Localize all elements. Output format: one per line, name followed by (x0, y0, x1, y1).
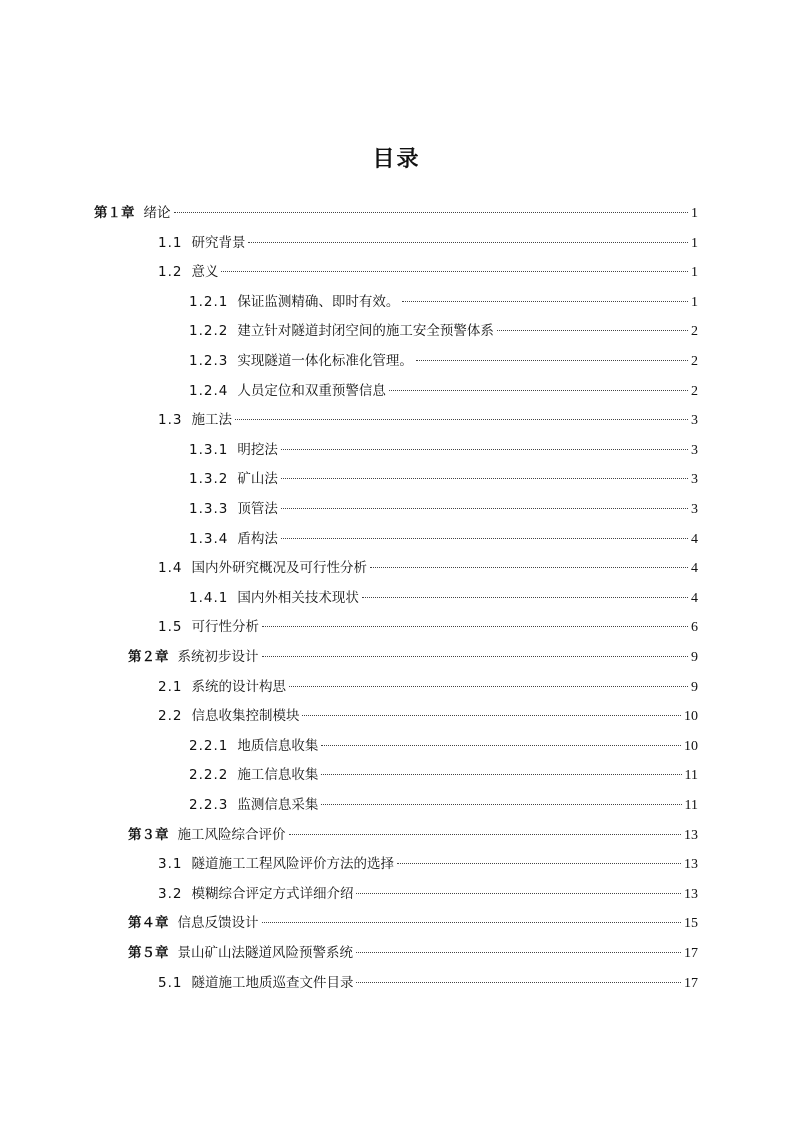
toc-dot-leader (321, 804, 681, 805)
toc-entry[interactable] (189, 316, 698, 346)
toc-entry-page-number: 17 (684, 946, 698, 961)
toc-entry-number: 1.3.3 (189, 501, 229, 517)
toc-entry[interactable] (158, 612, 698, 642)
toc-entry[interactable] (158, 228, 698, 258)
toc-dot-leader (281, 508, 688, 509)
toc-entry-number: 2.2.3 (189, 797, 229, 813)
toc-entry-text: 信息反馈设计 (177, 915, 259, 932)
toc-entry-number: 1.4.1 (189, 589, 229, 606)
toc-entry-number: 2.2.2 (189, 767, 229, 784)
toc-entry-number: 1.2 (158, 264, 183, 281)
toc-entry-text: 模糊综合评定方式详细介绍 (191, 885, 354, 902)
toc-entry[interactable] (158, 672, 698, 702)
toc-entry[interactable] (189, 760, 698, 790)
toc-entry-text: 顶管法 (237, 501, 278, 517)
toc-entry-text: 地质信息收集 (237, 737, 319, 754)
toc-dot-leader (389, 390, 688, 391)
toc-entry[interactable] (158, 405, 698, 435)
toc-entry[interactable] (189, 346, 698, 376)
toc-dot-leader (321, 745, 681, 746)
toc-dot-leader (262, 656, 689, 657)
toc-entry-number: 第２章 (128, 649, 169, 665)
toc-entry-page-number: 2 (691, 354, 698, 369)
toc-entry[interactable] (128, 820, 698, 850)
toc-dot-leader (281, 478, 688, 479)
toc-entry-number: 1.3.1 (189, 441, 229, 458)
toc-entry-text: 系统初步设计 (177, 649, 259, 665)
toc-dot-leader (362, 597, 688, 598)
toc-dot-leader (356, 952, 681, 953)
toc-dot-leader (174, 212, 689, 213)
toc-entry-text: 系统的设计构思 (191, 678, 286, 695)
toc-dot-leader (281, 449, 688, 450)
toc-entry-text: 隧道施工地质巡查文件目录 (191, 974, 354, 991)
toc-entry-page-number: 4 (691, 561, 698, 577)
toc-dot-leader (356, 982, 681, 983)
toc-entry-text: 隧道施工工程风险评价方法的选择 (191, 856, 394, 873)
toc-dot-leader (356, 893, 681, 894)
toc-entry-page-number: 10 (684, 709, 698, 725)
toc-entry-number: 1.2.2 (189, 323, 229, 340)
toc-entry-page-number: 15 (684, 916, 698, 932)
toc-entry-page-number: 13 (684, 886, 698, 902)
toc-entry-number: 第４章 (128, 915, 169, 932)
toc-entry-number: 1.3.4 (189, 530, 229, 547)
toc-dot-leader (221, 271, 688, 272)
toc-entry-text: 人员定位和双重预警信息 (237, 382, 386, 399)
toc-entry[interactable] (158, 849, 698, 879)
toc-dot-leader (235, 419, 688, 420)
toc-entry-number: 3.2 (158, 885, 183, 902)
toc-dot-leader (262, 922, 682, 923)
toc-entry[interactable] (189, 524, 698, 554)
toc-entry[interactable] (128, 908, 698, 938)
toc-entry-number: 2.2 (158, 708, 183, 725)
toc-entry-number: 3.1 (158, 856, 183, 873)
toc-entry-number: 2.2.1 (189, 737, 229, 754)
toc-entry[interactable] (128, 938, 698, 968)
toc-entry-number: 1.3 (158, 412, 183, 429)
toc-entry[interactable] (158, 701, 698, 731)
toc-entry-number: 1.2.3 (189, 353, 229, 369)
toc-entry-page-number: 11 (684, 768, 698, 784)
toc-entry[interactable] (94, 198, 698, 228)
toc-entry-text: 景山矿山法隧道风险预警系统 (177, 945, 353, 961)
toc-entry-number: 1.5 (158, 619, 183, 636)
toc-entry-text: 矿山法 (237, 471, 278, 488)
toc-entry-page-number: 2 (691, 383, 698, 399)
toc-dot-leader (402, 301, 688, 302)
toc-title: 目录 (372, 147, 421, 172)
toc-entry-page-number: 9 (691, 679, 698, 695)
toc-dot-leader (321, 774, 681, 775)
toc-entry-number: 1.4 (158, 560, 183, 577)
toc-entry-page-number: 1 (691, 294, 698, 310)
toc-entry[interactable] (189, 494, 698, 524)
toc-entry[interactable] (189, 435, 698, 465)
toc-entry-text: 施工风险综合评价 (177, 826, 286, 843)
toc-dot-leader (397, 863, 681, 864)
toc-entry-page-number: 1 (691, 206, 698, 221)
toc-dot-leader (248, 242, 688, 243)
toc-entry-text: 国内外相关技术现状 (237, 589, 359, 606)
toc-entry-page-number: 13 (684, 827, 698, 843)
toc-entry-number: 5.1 (158, 974, 183, 991)
toc-dot-leader (416, 360, 688, 361)
toc-entry-number: 第３章 (128, 826, 169, 843)
toc-entry-text: 施工法 (191, 412, 232, 429)
toc-entry-text: 研究背景 (191, 234, 246, 251)
toc-entry-page-number: 3 (691, 472, 698, 488)
toc-entry-page-number: 1 (691, 235, 698, 251)
toc-entry-text: 监测信息采集 (237, 797, 319, 813)
toc-entry-page-number: 9 (691, 650, 698, 665)
toc-dot-leader (370, 567, 688, 568)
toc-entry-number: 1.3.2 (189, 471, 229, 488)
toc-entry-page-number: 4 (691, 531, 698, 547)
toc-entry[interactable] (128, 642, 698, 672)
toc-entry-text: 意义 (191, 264, 219, 281)
toc-entry-text: 实现隧道一体化标准化管理。 (237, 353, 413, 369)
toc-entry-page-number: 11 (684, 798, 698, 813)
toc-entry-page-number: 1 (691, 265, 698, 281)
toc-entry[interactable] (158, 553, 698, 583)
toc-dot-leader (302, 715, 681, 716)
toc-entry[interactable] (189, 376, 698, 406)
toc-entry-number: 第１章 (94, 205, 135, 221)
toc-entry-number: 1.1 (158, 234, 183, 251)
toc-entry-text: 建立针对隧道封闭空间的施工安全预警体系 (237, 323, 494, 340)
toc-entry[interactable] (158, 879, 698, 909)
toc-entry-page-number: 3 (691, 413, 698, 429)
toc-entry-number: 1.2.1 (189, 293, 229, 310)
toc-dot-leader (262, 626, 688, 627)
toc-dot-leader (289, 686, 688, 687)
toc-entry[interactable] (189, 464, 698, 494)
toc-entry-page-number: 13 (684, 857, 698, 873)
toc-entry[interactable] (189, 583, 698, 613)
toc-entry-text: 保证监测精确、即时有效。 (237, 293, 400, 310)
toc-entry-number: 2.1 (158, 678, 183, 695)
toc-entry[interactable] (158, 257, 698, 287)
toc-entry[interactable] (189, 731, 698, 761)
toc-entry-page-number: 17 (684, 975, 698, 991)
toc-dot-leader (289, 834, 682, 835)
toc-entry-text: 可行性分析 (191, 619, 259, 636)
toc-entry-text: 信息收集控制模块 (191, 708, 300, 725)
toc-entry-text: 国内外研究概况及可行性分析 (191, 560, 367, 577)
toc-entry[interactable] (189, 287, 698, 317)
toc-entry-text: 绪论 (143, 205, 171, 221)
toc-entry[interactable] (158, 968, 698, 998)
toc-entry[interactable] (189, 790, 698, 820)
toc-entry-number: 1.2.4 (189, 382, 229, 399)
toc-entry-page-number: 3 (691, 442, 698, 458)
toc-entry-page-number: 10 (684, 738, 698, 754)
toc-entry-number: 第５章 (128, 945, 169, 961)
toc-entry-text: 明挖法 (237, 441, 278, 458)
toc-entry-page-number: 4 (691, 590, 698, 606)
toc-entry-text: 盾构法 (237, 530, 278, 547)
toc-entry-page-number: 3 (691, 502, 698, 517)
toc-entry-page-number: 2 (691, 324, 698, 340)
toc-dot-leader (281, 538, 688, 539)
toc-entry-page-number: 6 (691, 620, 698, 636)
toc-dot-leader (497, 330, 688, 331)
toc-entry-text: 施工信息收集 (237, 767, 319, 784)
